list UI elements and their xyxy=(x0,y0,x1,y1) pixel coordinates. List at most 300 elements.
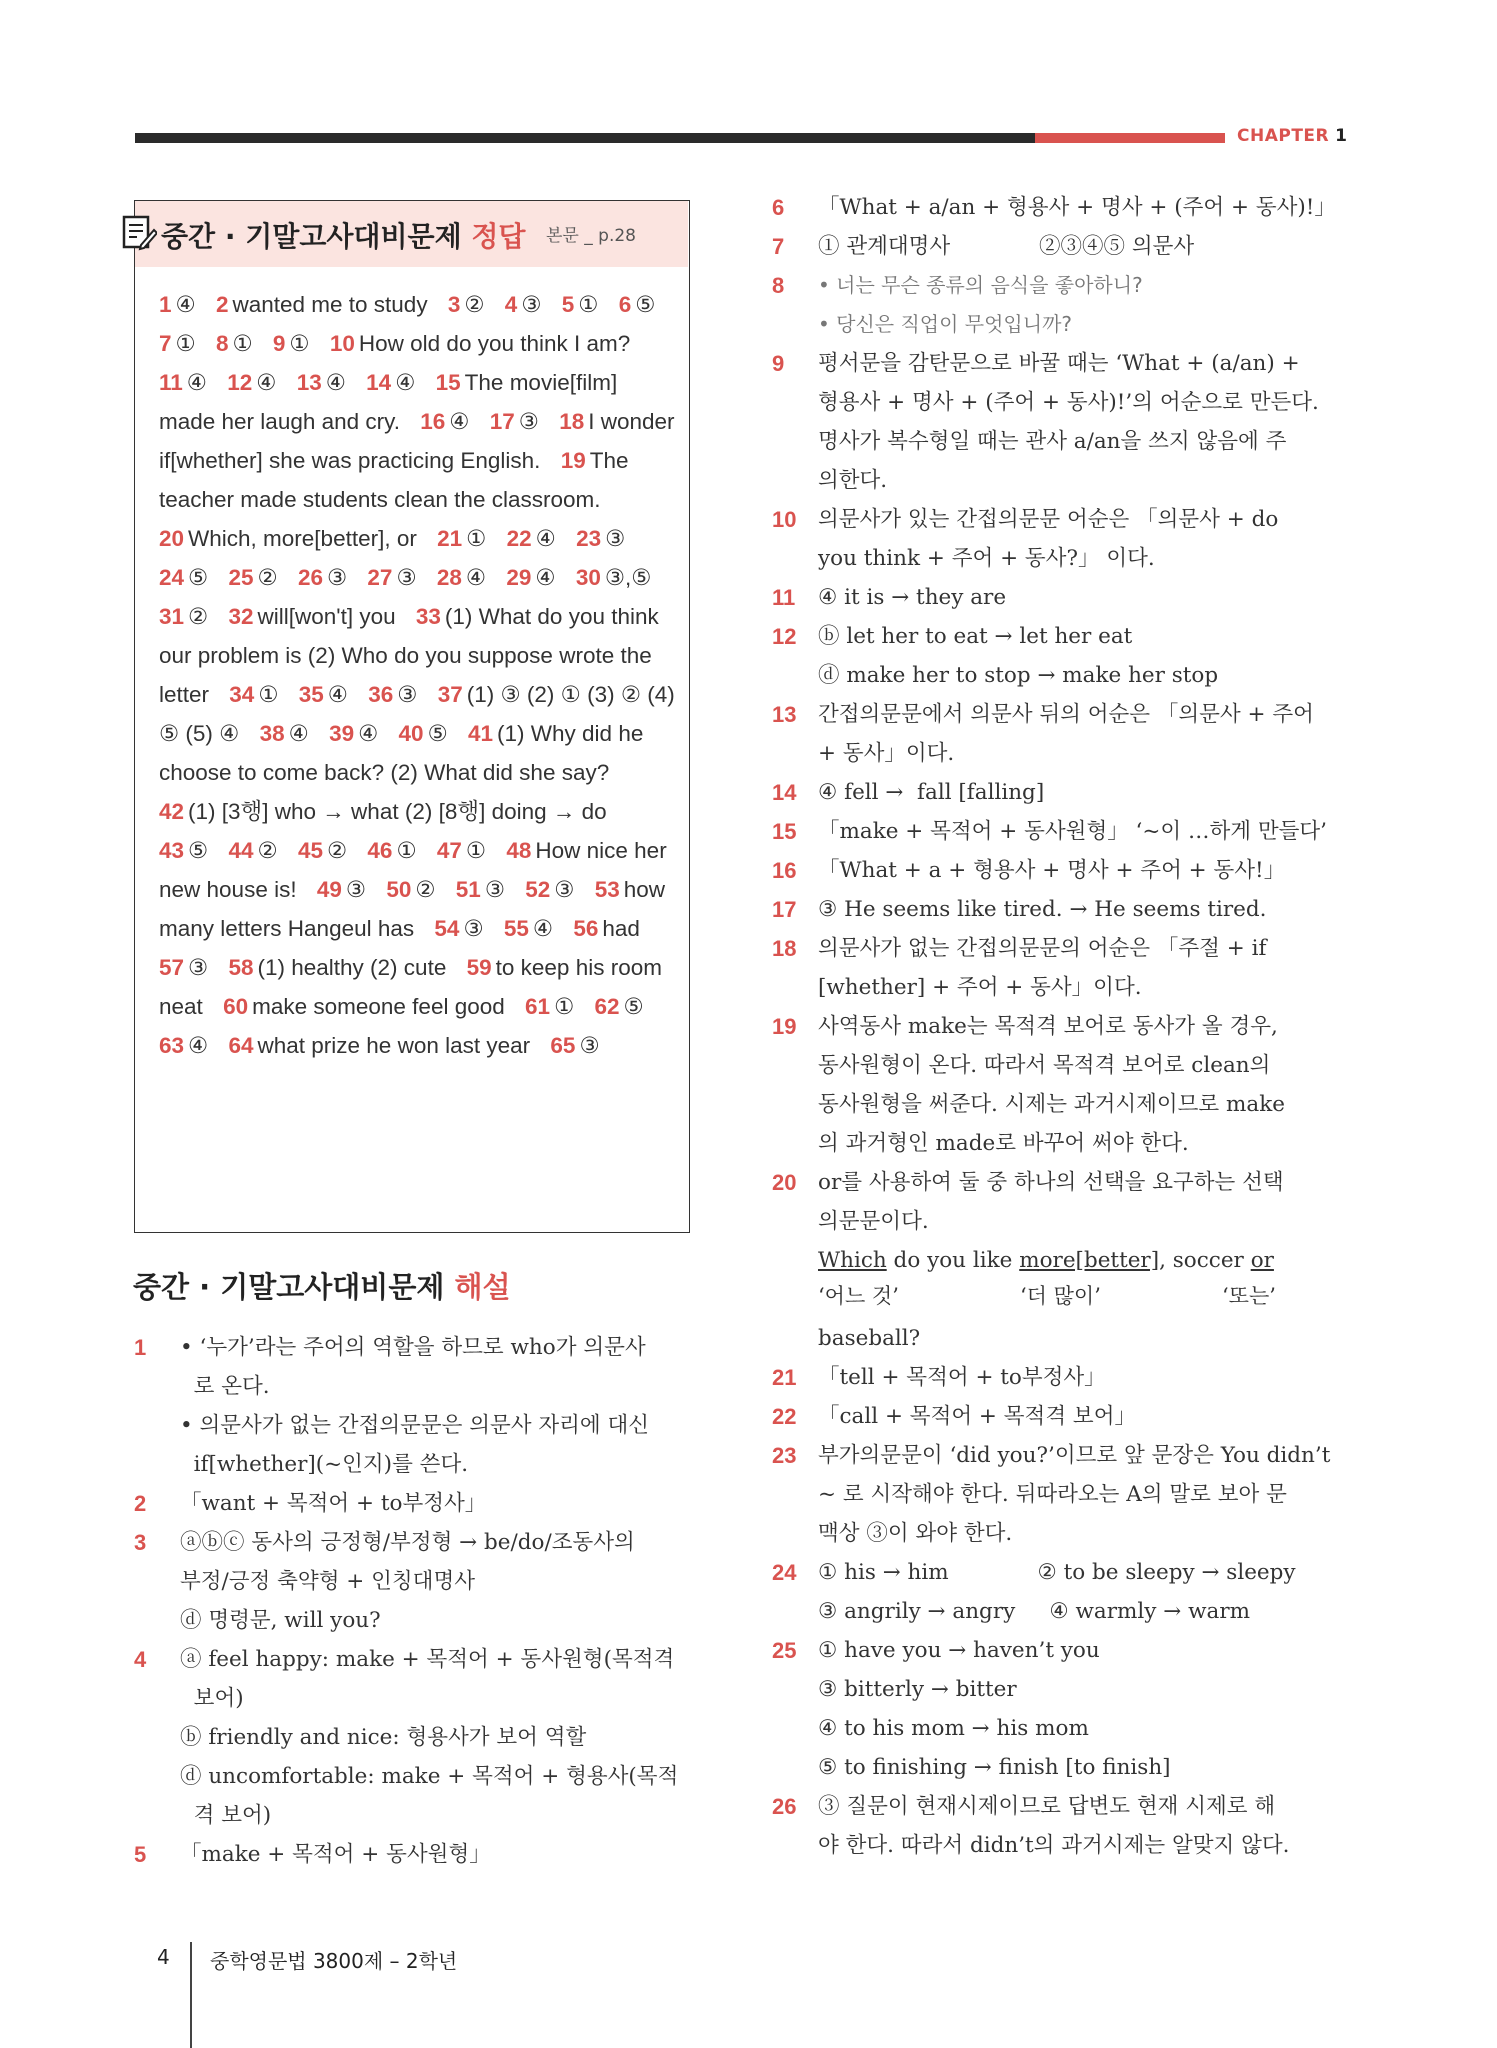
answer-item xyxy=(595,994,644,1019)
answer-box-title: 중간 · 기말고사대비문제 정답 xyxy=(161,220,526,253)
explanation-left-column xyxy=(134,1328,694,1874)
answer-text: ⑤ xyxy=(188,838,209,863)
item-line: ④ it is → they are xyxy=(818,585,1007,610)
explanation-item xyxy=(134,1640,694,1835)
answer-text: ① xyxy=(396,838,417,863)
which-gloss: ‘어느 것’ ‘더 많이’ ‘또는’ xyxy=(818,1284,1276,1308)
answer-text: ④ xyxy=(186,370,207,395)
answer-text: ② xyxy=(326,838,348,863)
item-line: 사역동사 make는 목적격 보어로 동사가 올 경우, xyxy=(818,1014,1278,1039)
answer-item xyxy=(216,331,253,356)
answer-text: ② xyxy=(188,604,209,629)
answer-number: 9 xyxy=(272,331,286,356)
answer-item xyxy=(159,1033,208,1058)
explanation-item xyxy=(772,929,1332,1007)
item-line: 「What + a + 형용사 + 명사 + 주어 + 동사!」 xyxy=(818,858,1286,883)
answer-number: 5 xyxy=(561,292,575,317)
answer-item xyxy=(507,526,556,551)
answer-text: ③ xyxy=(463,916,484,941)
item-line: 평서문을 감탄문으로 바꿀 때는 ‘What + (a/an) + xyxy=(818,351,1300,376)
answer-number: 37 xyxy=(437,682,463,707)
item-line: ① 관계대명사 ②③④⑤ 의문사 xyxy=(818,234,1195,259)
item-number: 4 xyxy=(134,1647,147,1672)
item-number: 14 xyxy=(772,780,797,805)
answer-item xyxy=(525,877,574,902)
answer-text: ① xyxy=(578,292,599,317)
answer-item xyxy=(159,370,207,395)
answer-number: 47 xyxy=(436,838,462,863)
item-number: 20 xyxy=(772,1170,797,1195)
item-line: • ‘누가’라는 주어의 역할을 하므로 who가 의문사 xyxy=(180,1335,646,1360)
item-number: 24 xyxy=(772,1560,797,1585)
answer-number: 25 xyxy=(228,565,254,590)
answer-number: 2 xyxy=(215,292,229,317)
answer-item xyxy=(159,838,208,863)
item-line: 「tell + 목적어 + to부정사」 xyxy=(818,1365,1106,1390)
answer-number: 53 xyxy=(594,877,620,902)
explanation-item xyxy=(772,344,1332,500)
answer-item xyxy=(228,955,446,980)
answer-text: (1) What do you think our problem is (2) Who do you suppose wrote the letter xyxy=(159,604,659,707)
item-line: 형용사 + 명사 + (주어 + 동사)!’의 어순으로 만든다. xyxy=(818,390,1319,415)
explanation-item xyxy=(772,578,1332,617)
item-number: 23 xyxy=(772,1443,797,1468)
item-line: ① have you → haven’t you xyxy=(818,1638,1100,1663)
answer-text: ① xyxy=(232,331,253,356)
item-number: 9 xyxy=(772,351,785,376)
explanation-item xyxy=(772,851,1332,890)
answer-text: (1) Why did he choose to come back? (2) What did she say? xyxy=(159,721,644,785)
answer-text: what prize he won last year xyxy=(257,1033,531,1058)
answer-number: 42 xyxy=(159,799,185,824)
item-line: 「call + 목적어 + 목적격 보어」 xyxy=(818,1404,1136,1429)
answer-item xyxy=(420,409,469,434)
answer-item xyxy=(550,1033,599,1058)
explanation-item xyxy=(772,1553,1332,1631)
answer-text: ④ xyxy=(325,370,346,395)
answer-list xyxy=(159,285,679,1065)
explanation-item xyxy=(772,890,1332,929)
item-number: 8 xyxy=(772,273,785,298)
answer-text: ③ xyxy=(605,526,626,551)
which-sentence: Which do you like more[better], soccer or xyxy=(818,1248,1274,1273)
item-line: 의문사가 없는 간접의문문의 어순은 「주절 + if xyxy=(818,936,1267,961)
item-line: 「make + 목적어 + 동사원형」 xyxy=(180,1842,491,1867)
item-line: if[whether](~인지)를 쓴다. xyxy=(180,1452,469,1477)
answer-text: ③ xyxy=(554,877,575,902)
notepad-pencil-icon xyxy=(121,213,157,253)
answer-text: ③ xyxy=(396,565,417,590)
item-line: ③ He seems like tired. → He seems tired. xyxy=(818,897,1267,922)
explanation-item xyxy=(772,617,1332,695)
answer-item xyxy=(317,877,366,902)
item-line: 「want + 목적어 + to부정사」 xyxy=(180,1491,487,1516)
explanation-item xyxy=(772,1787,1332,1865)
answer-item xyxy=(228,838,277,863)
item-number: 12 xyxy=(772,624,797,649)
answer-number: 40 xyxy=(398,721,424,746)
answer-item xyxy=(159,604,208,629)
answer-number: 56 xyxy=(573,916,599,941)
answer-text: ① xyxy=(466,526,487,551)
answer-item xyxy=(159,292,196,317)
answer-text: ④ xyxy=(175,292,196,317)
answer-number: 46 xyxy=(367,838,393,863)
answer-number: 64 xyxy=(228,1033,254,1058)
answer-number: 11 xyxy=(159,370,183,395)
answer-item xyxy=(367,565,416,590)
item-line: ⓐ feel happy: make + 목적어 + 동사원형(목적격 xyxy=(180,1647,675,1672)
explanation-item xyxy=(772,1631,1332,1787)
answer-text: wanted me to study xyxy=(232,292,428,317)
answer-text: ④ xyxy=(395,370,416,395)
explanation-item xyxy=(772,812,1332,851)
answer-number: 65 xyxy=(550,1033,576,1058)
answer-number: 14 xyxy=(366,370,392,395)
answer-number: 45 xyxy=(297,838,323,863)
item-line: ③ angrily → angry ④ warmly → warm xyxy=(818,1599,1251,1624)
answer-number: 60 xyxy=(223,994,249,1019)
answer-item xyxy=(562,292,599,317)
answer-text: ④ xyxy=(288,721,309,746)
answer-item xyxy=(223,994,505,1019)
item-line: ⓓ 명령문, will you? xyxy=(180,1608,381,1633)
answer-item xyxy=(367,838,416,863)
answer-item xyxy=(434,916,483,941)
item-line: ⓓ make her to stop → make her stop xyxy=(818,663,1219,688)
answer-text: ③ xyxy=(345,877,367,902)
item-line: ④ to his mom → his mom xyxy=(818,1716,1089,1741)
item-line: 동사원형을 써준다. 시제는 과거시제이므로 make xyxy=(818,1092,1285,1117)
answer-item xyxy=(525,994,574,1019)
answer-text: ③ xyxy=(326,565,348,590)
chapter-label: CHAPTER 1 xyxy=(1237,126,1348,146)
item-number: 7 xyxy=(772,234,785,259)
answer-number: 8 xyxy=(215,331,229,356)
answer-item xyxy=(273,331,310,356)
answer-number: 63 xyxy=(159,1033,185,1058)
answer-number: 44 xyxy=(228,838,254,863)
item-number: 2 xyxy=(134,1491,147,1516)
answer-text: ① xyxy=(554,994,575,1019)
item-number: 10 xyxy=(772,507,797,532)
answer-text: ④ xyxy=(465,565,487,590)
item-line: • 너는 무슨 종류의 음식을 좋아하니? xyxy=(818,273,1143,297)
item-number: 19 xyxy=(772,1014,797,1039)
answer-item xyxy=(437,565,486,590)
item-number: 25 xyxy=(772,1638,797,1663)
answer-item xyxy=(576,565,652,590)
item-line: 의 과거형인 made로 바꾸어 써야 한다. xyxy=(818,1131,1189,1156)
answer-number: 52 xyxy=(525,877,551,902)
answer-text: I wonder if[whether] she was practicing English. xyxy=(159,409,675,473)
item-line: 로 온다. xyxy=(180,1374,270,1399)
explanation-item xyxy=(772,1163,1332,1241)
item-line: ⓐⓑⓒ 동사의 긍정형/부정형 → be/do/조동사의 xyxy=(180,1530,635,1555)
answer-item xyxy=(260,721,309,746)
answer-text: to keep his room neat xyxy=(159,955,662,1019)
answer-box xyxy=(134,200,690,1233)
answer-number: 15 xyxy=(435,370,461,395)
answer-text: ② xyxy=(257,838,278,863)
answer-number: 62 xyxy=(594,994,620,1019)
answer-number: 33 xyxy=(415,604,441,629)
answer-number: 21 xyxy=(437,526,463,551)
explanation-item xyxy=(134,1328,694,1484)
explanation-item xyxy=(772,773,1332,812)
item-line: ③ 질문이 현재시제이므로 답변도 현재 시제로 해 xyxy=(818,1794,1276,1819)
item-line: ④ fell → fall [falling] xyxy=(818,780,1045,805)
item-line: 간접의문문에서 의문사 뒤의 어순은 「의문사 + 주어 xyxy=(818,702,1314,727)
footer-divider xyxy=(190,1942,192,2048)
answer-item xyxy=(228,1033,530,1058)
answer-text: ③ xyxy=(397,682,418,707)
item-line: • 당신은 직업이 무엇입니까? xyxy=(818,312,1073,336)
item-number: 13 xyxy=(772,702,797,727)
answer-number: 28 xyxy=(436,565,462,590)
answer-text: Which, more[better], or xyxy=(188,526,417,551)
explanation-item xyxy=(772,266,1332,344)
answer-number: 48 xyxy=(506,838,532,863)
item-line: • 의문사가 없는 간접의문문은 의문사 자리에 대신 xyxy=(180,1413,650,1438)
answer-item xyxy=(573,916,640,941)
item-number: 17 xyxy=(772,897,797,922)
item-number: 26 xyxy=(772,1794,797,1819)
answer-text: ③ xyxy=(579,1033,600,1058)
answer-item xyxy=(490,409,539,434)
explanation-item xyxy=(772,188,1336,227)
answer-item xyxy=(330,331,630,356)
answer-number: 19 xyxy=(560,448,586,473)
answer-number: 58 xyxy=(228,955,254,980)
answer-item xyxy=(227,370,276,395)
explanation-item xyxy=(772,227,1332,266)
answer-text: ③,⑤ xyxy=(604,565,652,590)
answer-number: 4 xyxy=(504,292,518,317)
answer-item xyxy=(505,292,542,317)
answer-item xyxy=(329,721,378,746)
answer-text: How old do you think I am? xyxy=(358,331,631,356)
answer-number: 3 xyxy=(447,292,461,317)
answer-item xyxy=(504,916,553,941)
item-line: 부정/긍정 축약형 + 인칭대명사 xyxy=(180,1569,475,1594)
answer-item xyxy=(159,331,196,356)
answer-item xyxy=(298,838,347,863)
answer-item xyxy=(298,565,347,590)
answer-box-page-ref: 본문 _ p.28 xyxy=(546,226,636,246)
item-number: 3 xyxy=(134,1530,147,1555)
explanation-item xyxy=(772,1007,1332,1163)
answer-text: ② xyxy=(415,877,436,902)
answer-item xyxy=(366,370,415,395)
answer-text: ③ xyxy=(188,955,209,980)
item-line: 명사가 복수형일 때는 관사 a/an을 쓰지 않음에 주 xyxy=(818,429,1287,454)
answer-number: 43 xyxy=(159,838,185,863)
header-rule-accent xyxy=(1035,133,1225,143)
item-number: 21 xyxy=(772,1365,797,1390)
answer-number: 39 xyxy=(329,721,355,746)
answer-item xyxy=(299,682,348,707)
answer-number: 1 xyxy=(159,292,172,317)
answer-text: will[won't] you xyxy=(257,604,396,629)
answer-item xyxy=(159,955,208,980)
answer-number: 13 xyxy=(296,370,322,395)
answer-number: 55 xyxy=(503,916,529,941)
item-line: + 동사」이다. xyxy=(818,741,955,766)
answer-number: 12 xyxy=(227,370,253,395)
answer-number: 26 xyxy=(297,565,323,590)
answer-text: ① xyxy=(465,838,487,863)
page-number: 4 xyxy=(157,1945,170,1969)
item-line: or를 사용하여 둘 중 하나의 선택을 요구하는 선택 xyxy=(818,1170,1284,1195)
item-line: ⓑ let her to eat → let her eat xyxy=(818,624,1133,649)
answer-item xyxy=(576,526,625,551)
answer-item xyxy=(216,292,428,317)
item-line: ⓑ friendly and nice: 형용사가 보어 역할 xyxy=(180,1725,587,1750)
answer-number: 50 xyxy=(386,877,412,902)
answer-text: How nice her new house is! xyxy=(159,838,667,902)
item-number: 1 xyxy=(134,1335,147,1360)
book-title: 중학영문법 3800제 – 2학년 xyxy=(210,1949,458,1973)
answer-number: 38 xyxy=(259,721,285,746)
item-line: 「make + 목적어 + 동사원형」 ‘~이 …하게 만들다’ xyxy=(818,819,1328,844)
explanation-item xyxy=(134,1484,694,1523)
answer-number: 51 xyxy=(455,877,481,902)
answer-text: ⑤ xyxy=(188,565,209,590)
item-line: 「What + a/an + 형용사 + 명사 + (주어 + 동사)!」 xyxy=(818,195,1336,220)
answer-text: ① xyxy=(289,331,310,356)
answer-text: (1) ③ (2) ① (3) ② (4) ⑤ (5) ④ xyxy=(159,682,675,746)
answer-number: 16 xyxy=(420,409,446,434)
item-line: ① his → him ② to be sleepy → sleepy xyxy=(818,1560,1296,1585)
explanation-right-column xyxy=(772,188,1336,1865)
answer-number: 36 xyxy=(368,682,394,707)
item-number: 15 xyxy=(772,819,797,844)
answer-number: 17 xyxy=(489,409,515,434)
item-number: 22 xyxy=(772,1404,797,1429)
explanation-item xyxy=(134,1523,694,1640)
answer-number: 29 xyxy=(506,565,532,590)
answer-number: 54 xyxy=(434,916,460,941)
chapter-number: 1 xyxy=(1335,126,1348,146)
answer-number: 22 xyxy=(506,526,532,551)
answer-number: 7 xyxy=(159,331,172,356)
answer-number: 24 xyxy=(159,565,185,590)
answer-text: ④ xyxy=(449,409,470,434)
item-line: 의문사가 있는 간접의문문 어순은 「의문사 + do xyxy=(818,507,1279,532)
answer-text: how many letters Hangeul has xyxy=(159,877,666,941)
header-rule-dark xyxy=(135,133,1035,143)
answer-item xyxy=(437,526,486,551)
answer-text: The teacher made students clean the classroom. xyxy=(159,448,629,512)
explanation-item xyxy=(772,695,1332,773)
item-number: 5 xyxy=(134,1842,147,1867)
answer-text: ① xyxy=(175,331,196,356)
item-line: ⓓ uncomfortable: make + 목적어 + 형용사(목적 xyxy=(180,1764,679,1789)
which-sentence-end: baseball? xyxy=(818,1326,921,1351)
answer-item xyxy=(159,565,208,590)
answer-text: ④ xyxy=(256,370,277,395)
answer-number: 57 xyxy=(159,955,185,980)
answer-text: ③ xyxy=(518,409,539,434)
item-line: [whether] + 주어 + 동사」이다. xyxy=(818,975,1142,1000)
answer-number: 30 xyxy=(575,565,601,590)
answer-text: ⑤ xyxy=(635,292,656,317)
answer-item xyxy=(399,721,448,746)
item-line: 격 보어) xyxy=(180,1803,272,1828)
explanation-item xyxy=(772,1436,1332,1553)
item-number: 18 xyxy=(772,936,797,961)
answer-item xyxy=(229,682,278,707)
answer-number: 23 xyxy=(576,526,602,551)
answer-number: 35 xyxy=(298,682,324,707)
item-line: you think + 주어 + 동사?」 이다. xyxy=(818,546,1155,571)
answer-item xyxy=(159,799,607,824)
answer-text: ④ xyxy=(535,526,556,551)
answer-text: ② xyxy=(464,292,485,317)
item-line: ~ 로 시작해야 한다. 뒤따라오는 A의 말로 보아 문 xyxy=(818,1482,1287,1507)
answer-text: ⑤ xyxy=(427,721,448,746)
answer-item xyxy=(619,292,656,317)
answer-number: 59 xyxy=(466,955,492,980)
item-line: ③ bitterly → bitter xyxy=(818,1677,1017,1702)
answer-item xyxy=(368,682,417,707)
explanation-item xyxy=(772,1397,1332,1436)
explanation-item xyxy=(772,1358,1332,1397)
answer-item xyxy=(448,292,485,317)
explanation-item xyxy=(134,1835,694,1874)
answer-number: 18 xyxy=(559,409,585,434)
answer-text: had xyxy=(602,916,640,941)
answer-text: ② xyxy=(257,565,278,590)
answer-item xyxy=(456,877,505,902)
answer-number: 41 xyxy=(468,721,494,746)
answer-text: (1) healthy (2) cute xyxy=(257,955,447,980)
explanation-title: 중간 · 기말고사대비문제 해설 xyxy=(133,1270,511,1304)
answer-number: 20 xyxy=(159,526,185,551)
item-line: 보어) xyxy=(180,1686,244,1711)
answer-item xyxy=(386,877,435,902)
answer-number: 34 xyxy=(229,682,255,707)
answer-text: ④ xyxy=(532,916,554,941)
answer-item xyxy=(297,370,346,395)
answer-text: ④ xyxy=(188,1033,209,1058)
answer-number: 6 xyxy=(618,292,632,317)
answer-text: ⑤ xyxy=(623,994,644,1019)
answer-number: 27 xyxy=(367,565,393,590)
answer-item xyxy=(228,604,395,629)
item-number: 16 xyxy=(772,858,797,883)
answer-item xyxy=(228,565,277,590)
answer-text: ① xyxy=(258,682,279,707)
answer-number: 10 xyxy=(329,331,355,356)
item-line: 맥상 ③이 와야 한다. xyxy=(818,1521,1013,1546)
answer-text: ③ xyxy=(521,292,542,317)
answer-item xyxy=(506,565,555,590)
answer-number: 61 xyxy=(525,994,551,1019)
answer-text: make someone feel good xyxy=(252,994,505,1019)
answer-text: ④ xyxy=(327,682,348,707)
answer-text: ④ xyxy=(535,565,556,590)
item-line: 부가의문문이 ‘did you?’이므로 앞 문장은 You didn’t xyxy=(818,1443,1331,1468)
answer-number: 32 xyxy=(228,604,254,629)
answer-text: The movie[film] made her laugh and cry. xyxy=(159,370,618,434)
answer-item xyxy=(437,838,486,863)
item-number: 6 xyxy=(772,195,785,220)
item-line: 의한다. xyxy=(818,468,888,493)
explanation-item xyxy=(772,500,1332,578)
answer-text: (1) [3행] who → what (2) [8행] doing → do xyxy=(188,799,607,824)
